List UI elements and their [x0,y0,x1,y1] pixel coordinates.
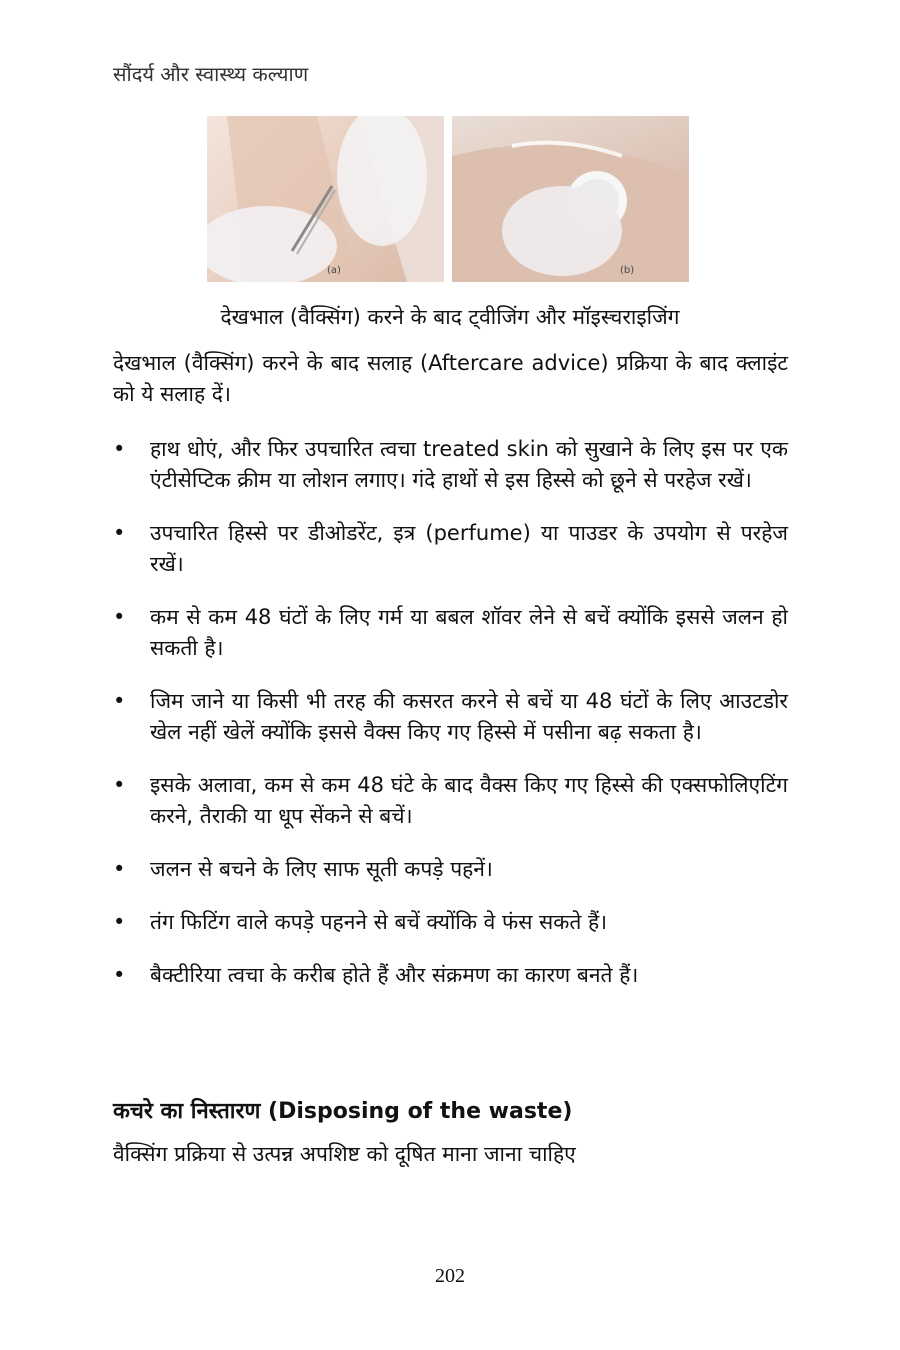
list-item-text: उपचारित हिस्से पर डीओडरेंट, इत्र (perfume) या पाउडर के उपयोग से परहेज रखें। [150,521,788,576]
bullet-icon: • [113,689,126,713]
section-heading: कचरे का निस्तारण (Disposing of the waste) [113,1099,573,1124]
photo-label-a: (a) [327,265,341,276]
figure-photos [207,116,689,282]
list-item-text: हाथ धोएं, और फिर उपचारित त्वचा treated skin को सुखाने के लिए इस पर एक एंटीसेप्टिक क्रीम या लोशन लगाए। गंदे हाथों से इस हिस्से को छूने से परहेज रखें। [150,437,788,492]
photo-label-b: (b) [620,265,635,276]
bullet-icon: • [113,605,126,629]
bullet-icon: • [113,521,126,545]
running-header: सौंदर्य और स्वास्थ्य कल्याण [113,62,309,86]
bullet-icon: • [113,773,126,797]
list-item-text: कम से कम 48 घंटों के लिए गर्म या बबल शॉवर लेने से बचें क्योंकि इससे जलन हो सकती है। [150,605,788,660]
list-item-text: जलन से बचने के लिए साफ सूती कपड़े पहनें। [150,857,493,881]
aftercare-list [113,434,788,1013]
list-item [113,518,788,580]
list-item [113,602,788,664]
tweezing-illustration [207,116,444,282]
bullet-icon: • [113,910,126,934]
list-item-text: तंग फिटिंग वाले कपड़े पहनने से बचें क्योंकि वे फंस सकते हैं। [150,910,608,934]
list-item [113,434,788,496]
list-item [113,960,788,991]
list-item [113,770,788,832]
list-item [113,907,788,938]
section-paragraph: वैक्सिंग प्रक्रिया से उत्पन्न अपशिष्ट को दूषित माना जाना चाहिए [113,1142,576,1166]
intro-paragraph: देखभाल (वैक्सिंग) करने के बाद सलाह (Aftercare advice) प्रक्रिया के बाद क्लाइंट को ये सलाह दें। [113,351,788,406]
bullet-icon: • [113,963,126,987]
list-item-text: जिम जाने या किसी भी तरह की कसरत करने से बचें या 48 घंटों के लिए आउटडोर खेल नहीं खेलें क्योंकि इससे वैक्स किए गए हिस्से में पसीना बढ़ सकता है। [150,689,788,744]
tweezing-photo [207,116,444,282]
bullet-icon: • [113,857,126,881]
list-item [113,854,788,885]
list-item-text: बैक्टीरिया त्वचा के करीब होते हैं और संक्रमण का कारण बनते हैं। [150,963,639,987]
list-item-text: इसके अलावा, कम से कम 48 घंटे के बाद वैक्स किए गए हिस्से की एक्सफोलिएटिंग करने, तैराकी या धूप सेंकने से बचें। [150,773,788,828]
list-item [113,686,788,748]
page-number: 202 [435,1265,465,1287]
moisturizing-photo [452,116,689,282]
bullet-icon: • [113,437,126,461]
figure-caption: देखभाल (वैक्सिंग) करने के बाद ट्वीजिंग और मॉइस्चराइजिंग [220,305,680,329]
moisturizing-illustration [452,116,689,282]
